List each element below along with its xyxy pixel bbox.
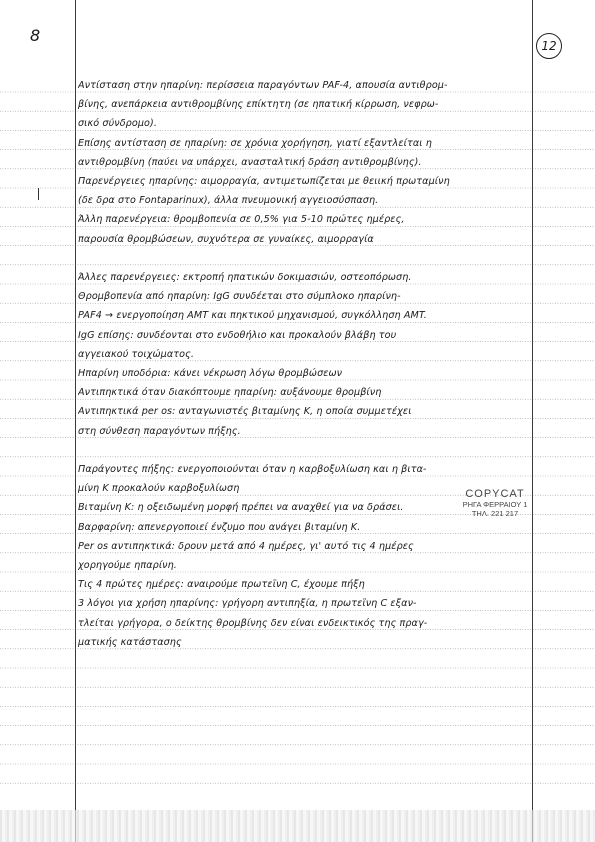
- margin-mark: [38, 188, 39, 200]
- note-line: Παράγοντες πήξης: ενεργοποιούνται όταν η καρβοξυλίωση και η βιτα-: [78, 464, 427, 475]
- note-line: (δε δρα στο Fontaparinux), άλλα πνευμονική αγγειοσύσπαση.: [78, 195, 379, 207]
- note-line: Θρομβοπενία από ηπαρίνη: IgG συνδέεται στο σύμπλοκο ηπαρίνη-: [78, 291, 401, 303]
- note-line: σικό σύνδρομο).: [78, 118, 157, 130]
- note-line: βίνης, ανεπάρκεια αντιθρομβίνης επίκτητη (σε ηπατική κίρρωση, νεφρω-: [78, 99, 439, 111]
- note-line: Παρενέργειες ηπαρίνης: αιμορραγία, αντιμετωπίζεται με θειική πρωταμίνη: [78, 176, 450, 187]
- note-line: παρουσία θρομβώσεων, συχνότερα σε γυναίκες, αιμορραγία: [78, 233, 374, 245]
- note-line: Ηπαρίνη υποδόρια: κάνει νέκρωση λόγω θρομβώσεων: [78, 368, 343, 379]
- note-line: ματικής κατάστασης: [78, 636, 182, 648]
- left-margin-line: [75, 0, 76, 842]
- note-line: αγγειακού τοιχώματος.: [78, 348, 195, 360]
- note-line: Επίσης αντίσταση σε ηπαρίνη: σε χρόνια χορήγηση, γιατί εξαντλείται η: [78, 137, 432, 149]
- note-line: Άλλες παρενέργειες: εκτροπή ηπατικών δοκιμασιών, οστεοπόρωση.: [78, 272, 412, 283]
- note-line: Άλλη παρενέργεια: θρομβοπενία σε 0,5% για 5-10 πρώτες ημέρες,: [78, 214, 405, 226]
- note-line: Αντιπηκτικά per os: ανταγωνιστές βιταμίνης Κ, η οποία συμμετέχει: [78, 406, 412, 418]
- note-line: μίνη Κ προκαλούν καρβοξυλίωση: [78, 483, 240, 495]
- copy-shop-stamp: [440, 488, 550, 518]
- note-line: Per os αντιπηκτικά: δρουν μετά από 4 ημέρες, γι' αυτό τις 4 ημέρες: [78, 540, 414, 552]
- note-line: Αντίσταση στην ηπαρίνη: περίσσεια παραγόντων PAF-4, απουσία αντιθρομ-: [78, 80, 448, 91]
- note-line: Τις 4 πρώτες ημέρες: αναιρούμε πρωτεΐνη C, έχουμε πήξη: [78, 579, 365, 591]
- scan-noise-strip: [0, 810, 595, 842]
- stamp-line-3: ΤΗΛ. 221 217: [471, 509, 519, 518]
- note-line: PAF4 → ενεργοποίηση AMT και πηκτικού μηχανισμού, συγκόλληση AMT.: [78, 310, 427, 322]
- note-line: 3 λόγοι για χρήση ηπαρίνης: γρήγορη αντιπηξία, η πρωτεΐνη C εξαν-: [78, 598, 417, 610]
- stamp-line-1: COPYCAT: [465, 488, 525, 500]
- stamp-line-2: ΡΗΓΑ ΦΕΡΡΑΙΟΥ 1: [462, 500, 528, 509]
- note-line: στη σύνθεση παραγόντων πήξης.: [78, 425, 241, 437]
- note-line: αντιθρομβίνη (παύει να υπάρχει, ανασταλτική δράση αντιθρομβίνης).: [78, 156, 422, 168]
- note-line: IgG επίσης: συνδέονται στο ενδοθήλιο και προκαλούν βλάβη του: [78, 329, 397, 341]
- note-line: Αντιπηκτικά όταν διακόπτουμε ηπαρίνη: αυξάνουμε θρομβίνη: [78, 387, 382, 399]
- page-number-left: 8: [30, 26, 41, 45]
- note-line: χορηγούμε ηπαρίνη.: [78, 560, 177, 571]
- note-line: Βαρφαρίνη: απενεργοποιεί ένζυμο που ανάγει βιταμίνη Κ.: [78, 521, 361, 533]
- note-line: τλείται γρήγορα, ο δείκτης θρομβίνης δεν είναι ενδεικτικός της πραγ-: [78, 617, 428, 629]
- page-number-circled: 12: [536, 33, 562, 59]
- note-line: Βιταμίνη Κ: η οξειδωμένη μορφή πρέπει να αναχθεί για να δράσει.: [78, 502, 404, 514]
